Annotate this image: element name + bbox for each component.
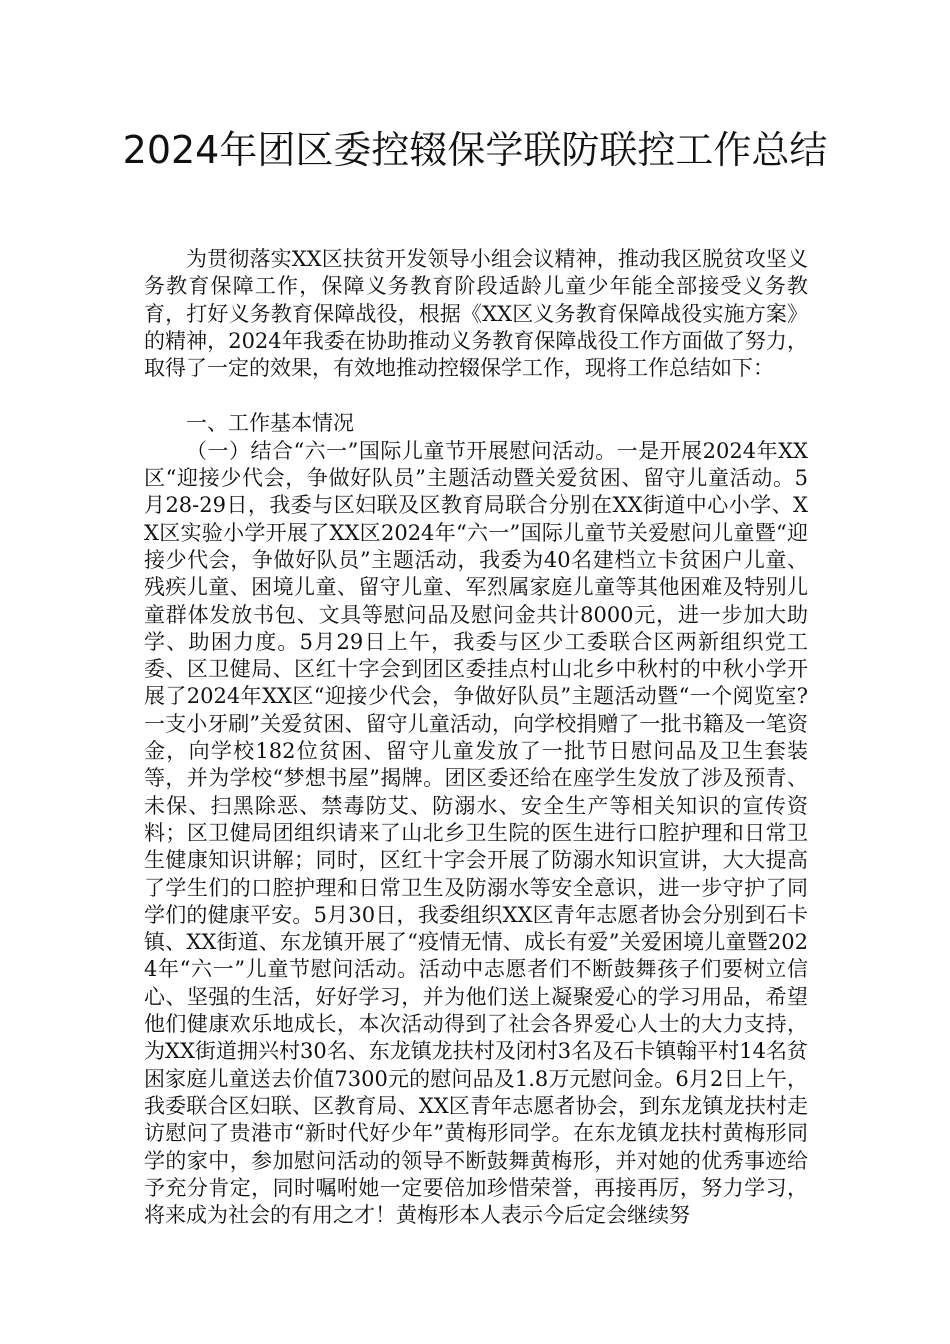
document-title: 2024年团区委控辍保学联防联控工作总结 bbox=[122, 128, 828, 172]
section-heading: 一、工作基本情况 bbox=[186, 411, 354, 436]
paragraph-gap bbox=[144, 382, 808, 410]
intro-paragraph: 为贯彻落实XX区扶贫开发领导小组会议精神，推动我区脱贫攻坚义务教育保障工作，保障义务教育阶段适龄儿童少年能全部接受义务教育，打好义务教育保障战役，根据《XX区义务教育保障战役实施方案》的精神，2024年我委在协助推动义务教育保障战役工作方面做了努力，取得了一定的效果，有效地推动控辍保学工作，现将工作总结如下： bbox=[144, 247, 808, 381]
body-paragraph: （一）结合“六一”国际儿童节开展慰问活动。一是开展2024年XX区“迎接少代会，争做好队员”主题活动暨关爱贫困、留守儿童活动。5月28-29日，我委与区妇联及区教育局联合分别在XX街道中心小学、XX区实验小学开展了XX区2024年“六一”国际儿童节关爱慰问儿童暨“迎接少代会，争做好队员”主题活动，我委为40名建档立卡贫困户儿童、残疾儿童、困境儿童、留守儿童、军烈属家庭儿童等其他困难及特别儿童群体发放书包、文具等慰问品及慰问金共计8000元，进一步加大助学、助困力度。5月29日上午，我委与区少工委联合区两新组织党工委、区卫健局、区红十字会到团区委挂点村山北乡中秋村的中秋小学开展了2024年XX区“迎接少代会，争做好队员”主题活动暨“一个阅览室?一支小牙刷”关爱贫困、留守儿童活动，向学校捐赠了一批书籍及一笔资金，向学校182位贫困、留守儿童发放了一批节日慰问品及卫生套装等，并为学校“梦想书屋”揭牌。团区委还给在座学生发放了涉及预青、未保、扫黑除恶、禁毒防艾、防溺水、安全生产等相关知识的宣传资料；区卫健局团组织请来了山北乡卫生院的医生进行口腔护理和日常卫生健康知识讲解；同时，区红十字会开展了防溺水知识宣讲，大大提高了学生们的口腔护理和日常卫生及防溺水等安全意识，进一步守护了同学们的健康平安。5月30日，我委组织XX区青年志愿者协会分别到石卡镇、XX街道、东龙镇开展了“疫情无情、成长有爱”关爱困境儿童暨2024年“六一”儿童节慰问活动。活动中志愿者们不断鼓舞孩子们要树立信心、坚强的生活，好好学习，并为他们送上凝聚爱心的学习用品，希望他们健康欢乐地成长，本次活动得到了社会各界爱心人士的大力支持，为XX街道拥兴村30名、东龙镇龙扶村及闭村3名及石卡镇翰平村14名贫困家庭儿童送去价值7300元的慰问品及1.8万元慰问金。6月2日上午，我委联合区妇联、区教育局、XX区青年志愿者协会，到东龙镇龙扶村走访慰问了贵港市“新时代好少年”黄梅形同学。在东龙镇龙扶村黄梅形同学的家中，参加慰问活动的领导不断鼓舞黄梅形，并对她的优秀事迹给予充分肯定，同时嘱咐她一定要倍加珍惜荣誉，再接再厉，努力学习，将来成为社会的有用之才！黄梅形本人表示今后定会继续努 bbox=[144, 438, 808, 1228]
document-body bbox=[144, 246, 808, 1229]
